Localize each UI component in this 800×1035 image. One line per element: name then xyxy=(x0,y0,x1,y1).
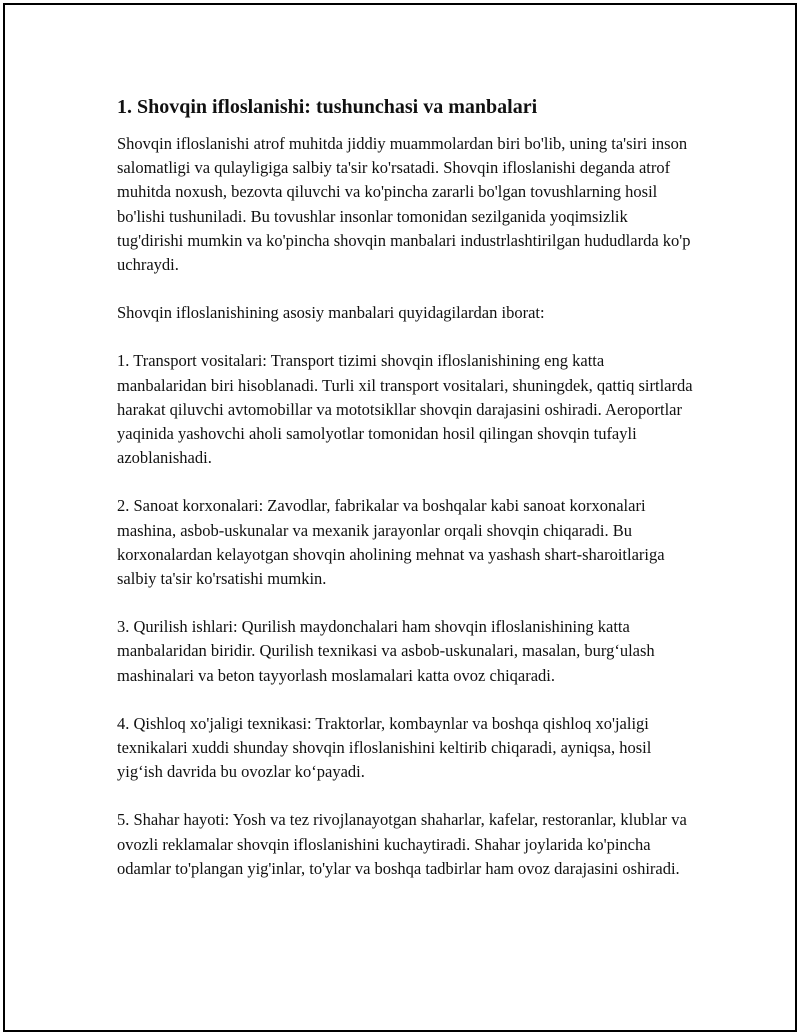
source-city-life-paragraph: 5. Shahar hayoti: Yosh va tez rivojlanayotgan shaharlar, kafelar, restoranlar, klublar va ovozli reklamalar shovqin ifloslanishini kuchaytiradi. Shahar joylarida ko'pincha odamlar to'plangan yig'inlar, to'ylar va boshqa tadbirlar ham ovoz darajasini oshiradi. xyxy=(117,810,687,878)
source-industry-paragraph: 2. Sanoat korxonalari: Zavodlar, fabrikalar va boshqalar kabi sanoat korxonalari mashina, asbob-uskunalar va mexanik jarayonlar orqali shovqin chiqaradi. Bu korxonalardan kelayotgan shovqin aholining mehnat va yashash shart-sharoitlariga salbiy ta'sir ko'rsatishi mumkin. xyxy=(117,496,665,589)
source-transport-paragraph: 1. Transport vositalari: Transport tizimi shovqin ifloslanishining eng katta manbalaridan biri hisoblanadi. Turli xil transport vositalari, shuningdek, qattiq sirtlarda harakat qiluvchi avtomobillar va mototsikllar shovqin darajasini oshiradi. Aeroportlar yaqinida yashovchi aholi samolyotlar tomonidan hosil qilingan shovqin tufayli azoblanishadi. xyxy=(117,351,693,468)
document-body xyxy=(117,94,697,905)
intro-paragraph: Shovqin ifloslanishi atrof muhitda jiddiy muammolardan biri bo'lib, uning ta'siri inson salomatligi va qulayligiga salbiy ta'sir ko'rsatadi. Shovqin ifloslanishi deganda atrof muhitda noxush, bezovta qiluvchi va ko'pincha zararli bo'lgan tovushlarning hosil bo'lishi tushuniladi. Bu tovushlar insonlar tomonidan sezilganida yoqimsizlik tug'dirishi mumkin va ko'pincha shovqin manbalari industrlashtirilgan hududlarda ko'p uchraydi. xyxy=(117,134,691,275)
source-agriculture-paragraph: 4. Qishloq xo'jaligi texnikasi: Traktorlar, kombaynlar va boshqa qishloq xo'jaligi texnikalari xuddi shunday shovqin ifloslanishini keltirib chiqaradi, ayniqsa, hosil yig‘ish davrida bu ovozlar ko‘payadi. xyxy=(117,713,652,782)
source-construction-paragraph: 3. Qurilish ishlari: Qurilish maydonchalari ham shovqin ifloslanishining katta manbalaridan biridir. Qurilish texnikasi va asbob-uskunalari, masalan, burg‘ulash mashinalari va beton tayyorlash moslamalari katta ovoz chiqaradi. xyxy=(117,617,655,685)
section-heading: 1. Shovqin ifloslanishi: tushunchasi va manbalari xyxy=(117,96,538,118)
sources-intro-paragraph: Shovqin ifloslanishining asosiy manbalari quyidagilardan iborat: xyxy=(117,303,545,323)
